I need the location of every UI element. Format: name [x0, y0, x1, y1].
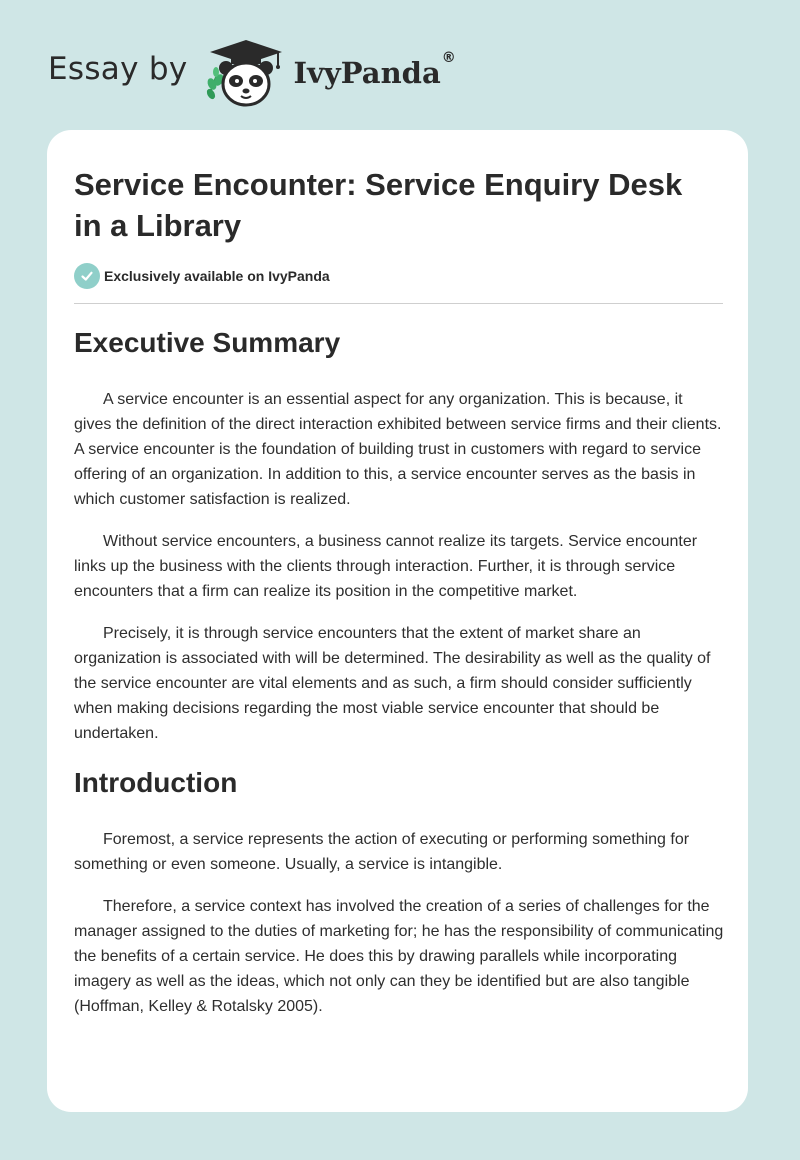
panda-graduate-logo-icon[interactable]	[202, 36, 288, 108]
site-header	[48, 36, 456, 108]
paragraph: Therefore, a service context has involved the creation of a series of challenges for the manager assigned to the duties of marketing for; he has the responsibility of communicating the benefits of a certain service. He does this by drawing parallels while incorporating imagery as well as the ideas, which not only can they be identified but are also tangible (Hoffman, Kelley & Rotalsky 2005).	[74, 898, 724, 1015]
essay-by-label: Essay by	[48, 51, 188, 87]
section-heading: Executive Summary	[74, 327, 341, 358]
section-heading: Introduction	[74, 767, 238, 798]
brand-label: IvyPanda	[293, 56, 441, 90]
paragraph: Foremost, a service represents the action of executing or performing something for something or even someone. Usually, a service is intangible.	[74, 831, 690, 873]
check-icon	[74, 263, 100, 289]
document-card	[47, 130, 748, 1112]
brand-name[interactable]	[293, 50, 456, 90]
exclusive-badge	[74, 263, 330, 289]
paragraph: A service encounter is an essential aspect for any organization. This is because, it gives the definition of the direct interaction exhibited between service firms and their clients. A service encounter is the foundation of building trust in customers with regard to service offering of an organization. In addition to this, a service encounter serves as the basis in which customer satisfaction is realized.	[74, 391, 722, 508]
paragraph: Precisely, it is through service encounters that the extent of market share an organization is associated with will be determined. The desirability as well as the quality of the service encounter are vital elements and as such, a firm should consider sufficiently when making decisions regarding the most viable service encounter that should be undertaken.	[74, 625, 711, 742]
document-title: Service Encounter: Service Enquiry Desk in a Library	[74, 167, 683, 243]
paragraph: Without service encounters, a business cannot realize its targets. Service encounter links up the business with the clients through interaction. Further, it is through service encounters that a firm can realize its position in the competitive market.	[74, 533, 698, 600]
document-body	[74, 326, 724, 1019]
divider	[74, 303, 723, 304]
exclusive-badge-text: Exclusively available on IvyPanda	[104, 268, 330, 284]
registered-mark: ®	[441, 50, 456, 66]
